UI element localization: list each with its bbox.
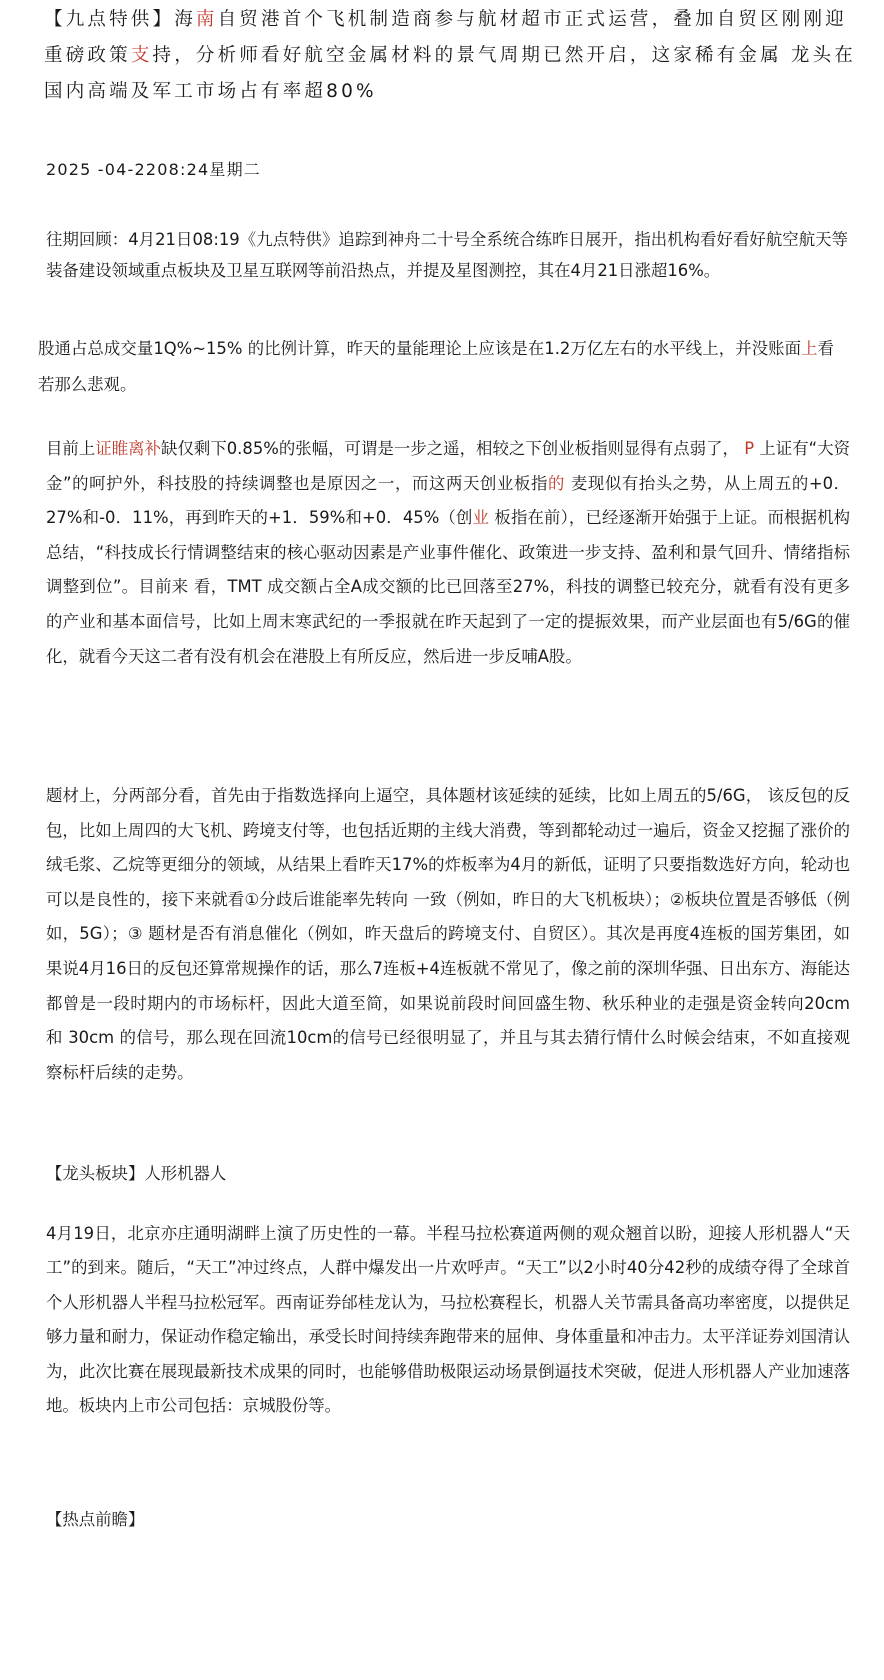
market-red-2: P [744,439,755,458]
publish-date: 2025 -04-2208:24星期二 [46,160,261,179]
market-red-4: 业 [472,508,490,528]
market-red-3: 的 [548,473,566,493]
headline-prefix: 【九点特供】 [44,9,175,30]
headline-region-a: 海 [174,9,196,30]
headline [44,2,858,110]
volume-paragraph [38,331,834,403]
market-red-1: 证睢离补 [95,439,162,458]
market-text-1: 目前上 [46,439,96,458]
volume-text-2: 看若那么悲观。 [38,339,835,394]
volume-text-1: 股通占总成交量1Q%~15% 的比例计算，昨天的量能理论上应该是在1.2万亿左右的水平线上，并没账面 [38,339,802,358]
headline-region-b: 南 [195,9,218,30]
headline-part-2: 持，分析师看好航空金属材料的景气周期已然开启，这家稀有金属 龙头在国内高端及军工市场占有率超80% [44,45,856,102]
topic-paragraph: 题材上，分两部分看，首先由于指数选择向上逼空，具体题材该延续的延续，比如上周五的5/6G， 该反包的反包，比如上周四的大飞机、跨境支付等，也包括近期的主线大消费，等到都轮动过一遍后，资金又挖掘了涨价的绒毛浆、乙烷等更细分的领域，从结果上看昨天17%的炸板率为4月的新低，证明了只要指数选好方向，轮动也可以是良性的，接下来就看①分歧后谁能率先转向 一致（例如，昨日的大飞机板块）；②板块位置是否够低（例如，5G）；③ 题材是否有消息催化（例如，昨天盘后的跨境支付、自贸区）。其次是再度4连板的国芳集团，如果说4月16日的反包还算常规操作的话，那么7连板+4连板就不常见了，像之前的深圳华强、日出东方、海能达都曾是一段时期内的市场标杆，因此大道至简，如果说前段时间回盛生物、秋乐种业的走强是资金转向20cm 和 30cm 的信号，那么现在回流10cm的信号已经很明显了，并且与其去猜行情什么时候会结束，不如直接观察标杆后续的走势。 [46,786,850,1082]
hot-preview-heading: 【热点前瞻】 [46,1510,145,1529]
market-paragraph [46,432,850,674]
headline-part-1: 自贸港首个飞机制造商参与航材超市正式运营，叠加自贸区刚刚迎重磅政策 [44,9,847,66]
headline-support-char: 支 [130,45,153,66]
market-text-5: 板指在前），已经逐渐开始强于上证。而根据机构总结，“科技成长行情调整结束的核心驱动因素是产业事件催化、政策进一步支持、盈利和景气回升、情绪指标调整到位”。目前来 看，TMT 成交额占全A成交额的比已回落至27%，科技的调整已较充分，就看有没有更多的产业和基本面信号，比如上周末寒武纪的一季报就在昨天起到了一定的提振效果，而产业层面也有5/6G的催化，就看今天这二者有没有机会在港股上有所反应，然后进一步反哺A股。 [46,508,851,666]
leader-sector-heading: 【龙头板块】人形机器人 [46,1164,227,1183]
robot-paragraph: 4月19日，北京亦庄通明湖畔上演了历史性的一幕。半程马拉松赛道两侧的观众翘首以盼，迎接人形机器人“天工”的到来。随后，“天工”冲过终点，人群中爆发出一片欢呼声。“天工”以2小时40分42秒的成绩夺得了全球首个人形机器人半程马拉松冠军。西南证券邰桂龙认为，马拉松赛程长，机器人关节需具备高功率密度，以提供足够力量和耐力，保证动作稳定输出，承受长时间持续奔跑带来的屈伸、身体重量和冲击力。太平洋证券刘国清认为，此次比赛在展现最新技术成果的同时，也能够借助极限运动场景倒逼技术突破，促进人形机器人产业加速落地。板块内上市公司包括：京城股份等。 [46,1224,850,1416]
market-text-2: 缺仅剩下0.85%的张幅，可谓是一步之遥，相较之下创业板指则显得有点弱了， [161,439,745,458]
market-text-3: 上证有“大资金”的呵护外，科技股的持续调整也是原因之一，而这两天创业板指 [46,439,851,493]
volume-red-1: 上 [801,339,818,358]
market-text-4: 麦现似有抬头之势，从上周五的+0．27%和-0．11%，再到昨天的+1．59%和+0．45%（创 [46,473,850,528]
review-paragraph: 往期回顾：4月21日08:19《九点特供》追踪到神舟二十号全系统合练昨日展开，指出机构看好看好航空航天等装备建设领域重点板块及卫星互联网等前沿热点，并提及星图测控，其在4月21日涨超16%。 [46,230,848,280]
